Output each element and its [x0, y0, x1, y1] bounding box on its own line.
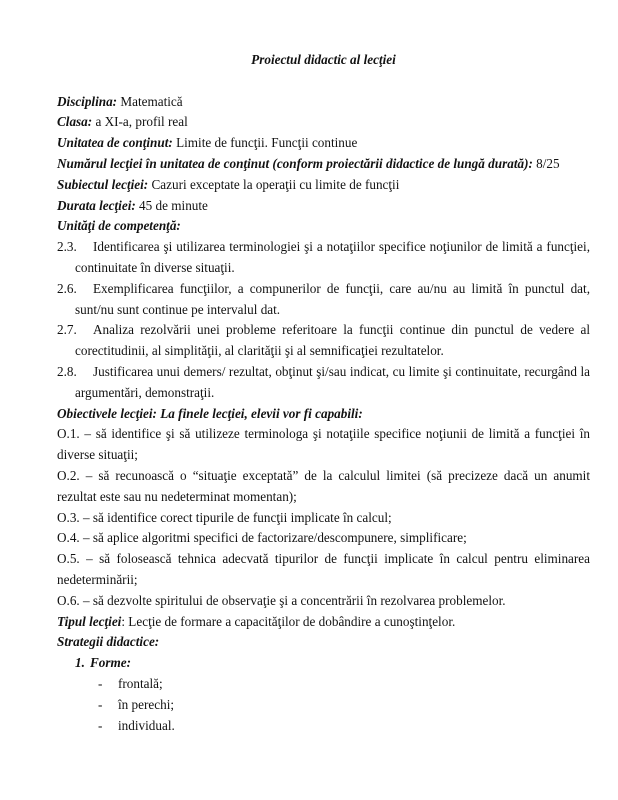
- meta-line-disciplina: [57, 92, 590, 113]
- meta-value: 8/25: [532, 155, 560, 171]
- competency-item: [57, 362, 590, 404]
- meta-line-unitatea: [57, 133, 590, 154]
- objective-item: O.2. – să recunoască o “situaţie exceptată” de la calculul limitei (să precizeze dacă un anumit rezultat este sau nu nedeterminat momentan);: [57, 467, 590, 504]
- forms-number: 1.: [75, 655, 85, 671]
- competency-number: 2.3.: [57, 239, 77, 255]
- meta-line-subiectul: [57, 175, 590, 196]
- page-title: Proiectul didactic al lecţiei: [251, 52, 396, 67]
- form-item-text: frontală;: [118, 675, 163, 691]
- meta-line-durata: [57, 196, 590, 217]
- forms-section: [57, 653, 590, 736]
- form-item-text: în perechi;: [118, 696, 175, 712]
- dash-bullet: -: [98, 675, 103, 691]
- competency-text: Exemplificarea funcţiilor, a compunerilor de funcţii, care au/nu au limită în punctul dat, sunt/nu sunt continue pe intervalul dat.: [75, 280, 590, 317]
- competencies-section: [57, 237, 590, 403]
- competency-number: 2.7.: [57, 322, 77, 338]
- meta-value: 45 de minute: [135, 197, 208, 213]
- objective-item: O.3. – să identifice corect tipurile de funcţii implicate în calcul;: [57, 509, 392, 525]
- form-item-in-perechi: [98, 695, 590, 716]
- objective-item: O.6. – să dezvolte spiritului de observaţie şi a concentrării în rezolvarea problemelor.: [57, 592, 506, 608]
- form-item-individual: [98, 716, 590, 737]
- meta-label: Unităţi de competenţă:: [57, 218, 181, 234]
- meta-line-numarul: [57, 154, 590, 175]
- meta-label: Numărul lecţiei în unitatea de conţinut (conform proiectării didactice de lungă durată):: [57, 155, 533, 171]
- form-item-text: individual.: [118, 717, 175, 733]
- objective-item: O.5. – să folosească tehnica adecvată tipurilor de funcţii implicate în calcul pentru eliminarea nedeterminării;: [57, 551, 590, 587]
- lesson-type-label: Tipul lecţiei: [57, 613, 122, 629]
- meta-line-clasa: [57, 112, 590, 133]
- objectives-section: [57, 424, 590, 611]
- objective-item: O.1. – să identifice şi să utilizeze terminologa şi notaţiile specifice noţiunii de limită a funcţiei în diverse situaţii;: [57, 426, 590, 463]
- forms-label: Forme:: [90, 655, 132, 671]
- objectives-heading: Obiectivele lecţiei: La finele lecţiei, elevii vor fi capabili:: [57, 405, 363, 421]
- competency-number: 2.8.: [57, 363, 77, 379]
- objective-item: O.4. – să aplice algoritmi specifici de factorizare/descompunere, simplificare;: [57, 530, 467, 546]
- dash-bullet: -: [98, 717, 103, 733]
- meta-label: Clasa:: [57, 114, 93, 130]
- meta-value: Limite de funcţii. Funcţii continue: [172, 135, 358, 151]
- meta-label: Subiectul lecţiei:: [57, 176, 149, 192]
- lesson-type-value: : Lecţie de formare a capacităţilor de dobândire a cunoştinţelor.: [121, 613, 456, 629]
- form-item-frontala: [98, 674, 590, 695]
- competency-text: Justificarea unui demers/ rezultat, obţinut şi/sau indicat, cu limite şi continuitate, recurgând la argumentări, demonstraţii.: [75, 363, 590, 400]
- competency-item: [57, 320, 590, 362]
- meta-value: a XI-a, profil real: [92, 114, 188, 130]
- meta-line-unitati-competenta: [57, 216, 590, 237]
- competency-item: [57, 279, 590, 321]
- meta-label: Disciplina:: [57, 93, 118, 109]
- competency-text: Analiza rezolvării unei probleme referitoare la funcţii continue din punctul de vedere al corectitudinii, al simplităţii, al clarităţii şi al semnificaţiei rezultatelor.: [75, 322, 590, 359]
- forms-heading: [75, 653, 590, 674]
- strategies-heading: Strategii didactice:: [57, 634, 160, 650]
- competency-number: 2.6.: [57, 280, 77, 296]
- meta-label: Durata lecţiei:: [57, 197, 136, 213]
- meta-label: Unitatea de conţinut:: [57, 135, 173, 151]
- competency-text: Identificarea şi utilizarea terminologiei şi a notaţiilor specifice noţiunilor de limită a funcţiei, continuitate în diverse situaţii.: [75, 239, 590, 275]
- dash-bullet: -: [98, 696, 103, 712]
- lesson-type-line: [57, 612, 590, 633]
- competency-item: [57, 237, 590, 279]
- meta-value: Cazuri exceptate la operaţii cu limite de funcţii: [148, 176, 400, 192]
- meta-section: [57, 92, 590, 238]
- meta-value: Matematică: [117, 93, 183, 109]
